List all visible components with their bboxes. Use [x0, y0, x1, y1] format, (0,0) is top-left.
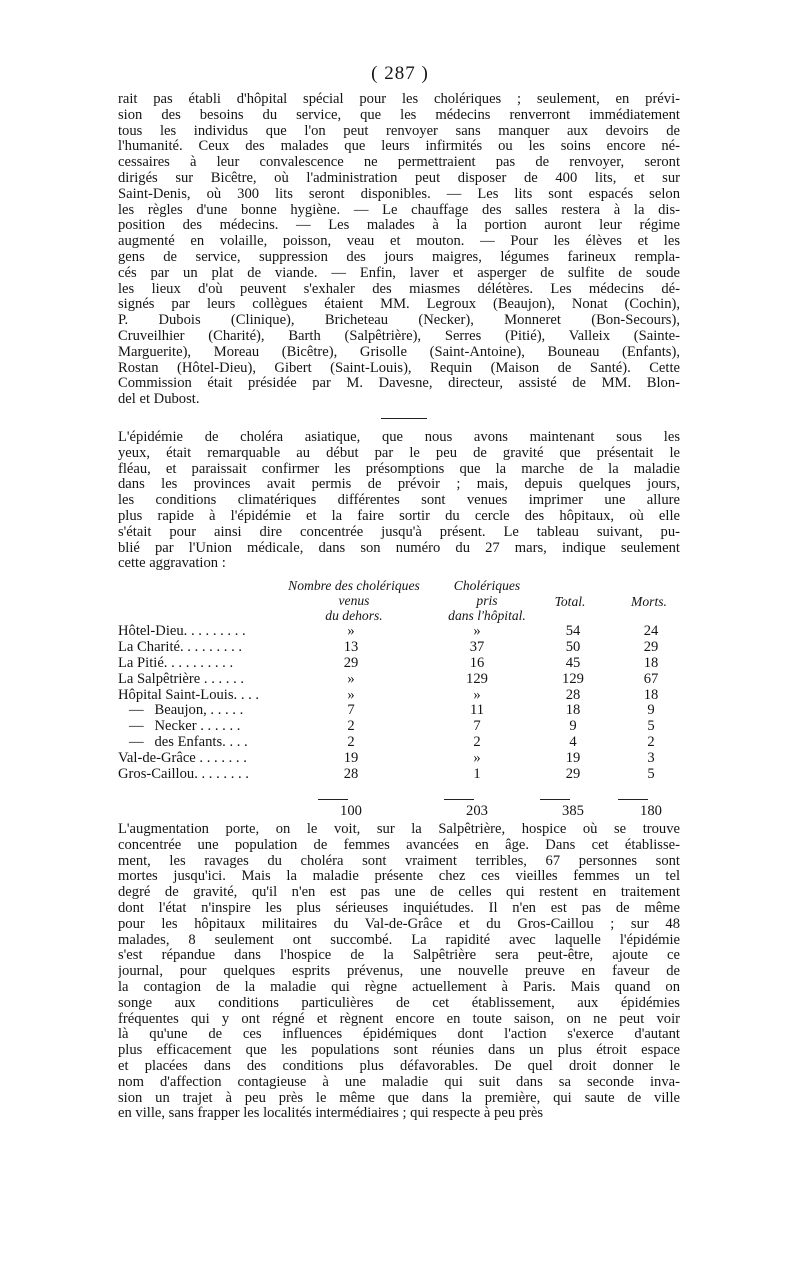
hospital-name: — des Enfants. . . . [118, 734, 248, 751]
text-line: journal, pour quelques esprits prévenus, une nouvelle preuve en faveur de [118, 964, 680, 980]
text-line: les règles d'une bonne hygiène. — Le chauffage des salles restera à la dis- [118, 202, 680, 218]
text-line: L'épidémie de choléra asiatique, que nous avons maintenant sous les [118, 430, 680, 445]
cell-in-hospital: » [473, 750, 481, 767]
text-line: tous les individus que l'on peut renvoyer sans manquer aux devoirs de [118, 123, 680, 139]
cell-total: 4 [569, 734, 577, 751]
cell-deaths: 5 [647, 718, 655, 735]
text-line: P. Dubois (Clinique), Bricheteau (Necker), Monneret (Bon-Secours), [118, 313, 680, 329]
text-line: fléau, et paraissait confirmer les présomptions que la marche de la maladie [118, 461, 680, 477]
cell-total: 18 [565, 702, 581, 719]
cell-total: 54 [565, 623, 581, 639]
text-line: L'augmentation porte, on le voit, sur la Salpêtrière, hospice où se trouve [118, 822, 680, 837]
cell-total: 29 [565, 766, 581, 783]
paragraph-analysis [118, 822, 680, 1122]
text-line: cette aggravation : [118, 556, 226, 572]
text-line: la contagion de la maladie qui règne actuellement à Paris. Mais quand on [118, 979, 680, 995]
cell-in-hospital: » [473, 686, 481, 703]
table-row [118, 703, 680, 719]
text-line: plus rapide à l'épidémie et la faire sortir du cercle des hôpitaux, où elle [118, 508, 680, 524]
table-row [118, 735, 680, 751]
text-line: yeux, était remarquable au début par le peu de gravité que présentait le [118, 445, 680, 461]
cell-deaths: 18 [643, 686, 659, 703]
cell-deaths: 2 [647, 734, 655, 751]
cell-deaths: 18 [643, 654, 659, 671]
table-body [118, 624, 680, 783]
cell-deaths: 5 [647, 766, 655, 783]
text-line: del et Dubost. [118, 392, 200, 408]
cell-from-outside: » [347, 686, 355, 703]
cell-deaths: 29 [643, 638, 659, 655]
text-line: Marguerite), Moreau (Bicêtre), Grisolle (Saint-Antoine), Bouneau (Enfants), [118, 344, 680, 360]
paragraph-hospital-measures [118, 92, 680, 408]
text-line: malades, 8 seulement ont succombé. La rapidité avec laquelle l'épidémie [118, 932, 680, 948]
cell-in-hospital: 1 [473, 766, 481, 783]
cell-from-outside: 13 [343, 638, 359, 655]
cell-in-hospital: 11 [469, 702, 485, 719]
hospital-name: La Charité. . . . . . . . . [118, 638, 243, 655]
cell-from-outside: 29 [343, 654, 359, 671]
text-line: sion des besoins du service, que les médecins renverront immédiatement [118, 107, 680, 123]
cell-from-outside: » [347, 670, 355, 687]
text-line: cés par un plat de viande. — Enfin, laver et asperger de sulfite de soude [118, 265, 680, 281]
text-line: dans les provinces avait permis de prévoir ; mais, depuis quelques jours, [118, 477, 680, 493]
page-number: ( 287 ) [371, 63, 429, 84]
cell-deaths: 67 [643, 670, 659, 687]
header-deaths: Morts. [631, 594, 667, 609]
cell-total: 129 [562, 670, 584, 687]
cell-deaths: 9 [647, 702, 655, 719]
text-line: ment, les ravages du choléra sont vraiment terribles, 67 personnes sont [118, 853, 680, 869]
cell-in-hospital: 7 [473, 718, 481, 735]
text-line: dirigés sur Bicêtre, où l'administration peut disposer de 400 lits, et sur [118, 170, 680, 186]
text-line: s'est répandue dans l'hospice de la Salpêtrière sera peut-être, ajoute ce [118, 948, 680, 964]
text-line: augmenté en volaille, poisson, veau et mouton. — Pour les élèves et les [118, 234, 680, 250]
cell-total: 19 [565, 750, 581, 767]
cell-total: 45 [565, 654, 581, 671]
text-line: s'était pour ainsi dire concentrée jusqu'à présent. Le tableau suivant, pu- [118, 524, 680, 540]
table-row [118, 719, 680, 735]
total-rule-deaths [618, 799, 648, 800]
text-line: dont l'état n'inspire les plus sérieuses inquiétudes. Il n'en est pas de même [118, 900, 680, 916]
cell-in-hospital: 37 [469, 638, 485, 655]
text-line: degré de gravité, qu'il n'en est pas une de celles qui restent en traitement [118, 885, 680, 901]
text-line: en ville, sans frapper les localités intermédiaires ; qui respecte à peu près [118, 1106, 544, 1122]
cell-in-hospital: » [473, 623, 481, 639]
cell-deaths: 3 [647, 750, 655, 767]
cell-from-outside: 7 [347, 702, 355, 719]
cell-in-hospital: 16 [469, 654, 485, 671]
cell-total: 50 [565, 638, 581, 655]
cell-total: 28 [565, 686, 581, 703]
table-row [118, 688, 680, 704]
table-row [118, 767, 680, 783]
header-from-outside: Nombre des cholériques venus du dehors. [288, 578, 420, 623]
text-line: signés par leurs collègues étaient MM. Legroux (Beaujon), Nonat (Cochin), [118, 297, 680, 313]
cell-in-hospital: 2 [473, 734, 481, 751]
total-outside: 100 [340, 803, 362, 819]
text-line: gens de service, suppression des jours maigres, légumes farineux rempla- [118, 249, 680, 265]
text-line: mortes jusqu'ici. Mais la maladie présente chez ces vieilles femmes un tel [118, 869, 680, 885]
header-total: Total. [554, 594, 586, 609]
total-inside: 203 [466, 803, 488, 819]
text-line: nom d'affection contagieuse à une maladie qui suit dans sa seconde inva- [118, 1074, 680, 1090]
text-line: concentrée une population de femmes avancées en âge. Dans cet établisse- [118, 837, 680, 853]
total-total: 385 [562, 803, 584, 819]
hospital-name: — Necker . . . . . . [118, 718, 241, 735]
table-row [118, 656, 680, 672]
hospital-name: La Salpêtrière . . . . . . [118, 670, 245, 687]
text-line: l'humanité. Ceux des malades que leurs infirmités ou les soins encore né- [118, 139, 680, 155]
total-rule-inside [444, 799, 474, 800]
text-line: songe aux conditions particulières de cet établissement, aux épidémies [118, 995, 680, 1011]
cell-total: 9 [569, 718, 577, 735]
text-line: pour les hôpitaux militaires du Val-de-Grâce et du Gros-Caillou ; sur 48 [118, 916, 680, 932]
section-divider [381, 418, 427, 419]
hospital-name: Val-de-Grâce . . . . . . . [118, 750, 247, 767]
text-line: sion un trajet à peu près le même que dans la première, qui saute de ville [118, 1090, 680, 1106]
header-in-hospital: Cholériques pris dans l'hôpital. [448, 578, 526, 623]
text-line: cessaires à leur convalescence ne permettraient pas de renvoyer, seront [118, 155, 680, 171]
table-row [118, 640, 680, 656]
hospital-name: Hôpital Saint-Louis. . . . [118, 686, 260, 703]
text-line: rait pas établi d'hôpital spécial pour les cholériques ; seulement, en prévi- [118, 92, 680, 107]
text-line: les conditions climatériques différentes sont venues imprimer une allure [118, 493, 680, 509]
cell-from-outside: » [347, 623, 355, 639]
text-line: Saint-Denis, où 300 lits seront disponibles. — Les lits sont espacés selon [118, 186, 680, 202]
text-line: fréquentes qui y ont régné et règnent encore en toute saison, on ne peut voir [118, 1011, 680, 1027]
hospital-name: La Pitié. . . . . . . . . . [118, 654, 234, 671]
cell-from-outside: 28 [343, 766, 359, 783]
cell-in-hospital: 129 [466, 670, 488, 687]
cell-from-outside: 19 [343, 750, 359, 767]
cell-from-outside: 2 [347, 718, 355, 735]
text-line: plus efficacement que les populations sont réunies dans un plus étroit espace [118, 1043, 680, 1059]
cell-from-outside: 2 [347, 734, 355, 751]
text-line: position des médecins. — Les malades à la portion auront leur régime [118, 218, 680, 234]
total-deaths: 180 [640, 803, 662, 819]
table-row [118, 624, 680, 640]
text-line: Commission était présidée par M. Davesne, directeur, assisté de MM. Blon- [118, 376, 680, 392]
text-line: les lieux d'où peuvent s'exhaler des miasmes délétères. Les médecins dé- [118, 281, 680, 297]
table-row [118, 672, 680, 688]
text-line: là qu'une de ces influences épidémiques dont l'action s'exerce d'autant [118, 1027, 680, 1043]
text-line: et placées dans des conditions plus défavorables. De quel droit donner le [118, 1058, 680, 1074]
total-rule-outside [318, 799, 348, 800]
cell-deaths: 24 [643, 623, 659, 639]
text-line: blié par l'Union médicale, dans son numéro du 27 mars, indique seulement [118, 540, 680, 556]
hospital-name: Hôtel-Dieu. . . . . . . . . [118, 623, 246, 639]
text-line: Cruveilhier (Charité), Barth (Salpêtrière), Serres (Pitié), Valleix (Sainte- [118, 328, 680, 344]
paragraph-epidemic-intro [118, 430, 680, 572]
hospital-name: — Beaujon, . . . . . [118, 702, 244, 719]
table-row [118, 751, 680, 767]
text-line: Rostan (Hôtel-Dieu), Gibert (Saint-Louis), Requin (Maison de Santé). Cette [118, 360, 680, 376]
hospital-name: Gros-Caillou. . . . . . . . [118, 766, 249, 783]
total-rule-total [540, 799, 570, 800]
